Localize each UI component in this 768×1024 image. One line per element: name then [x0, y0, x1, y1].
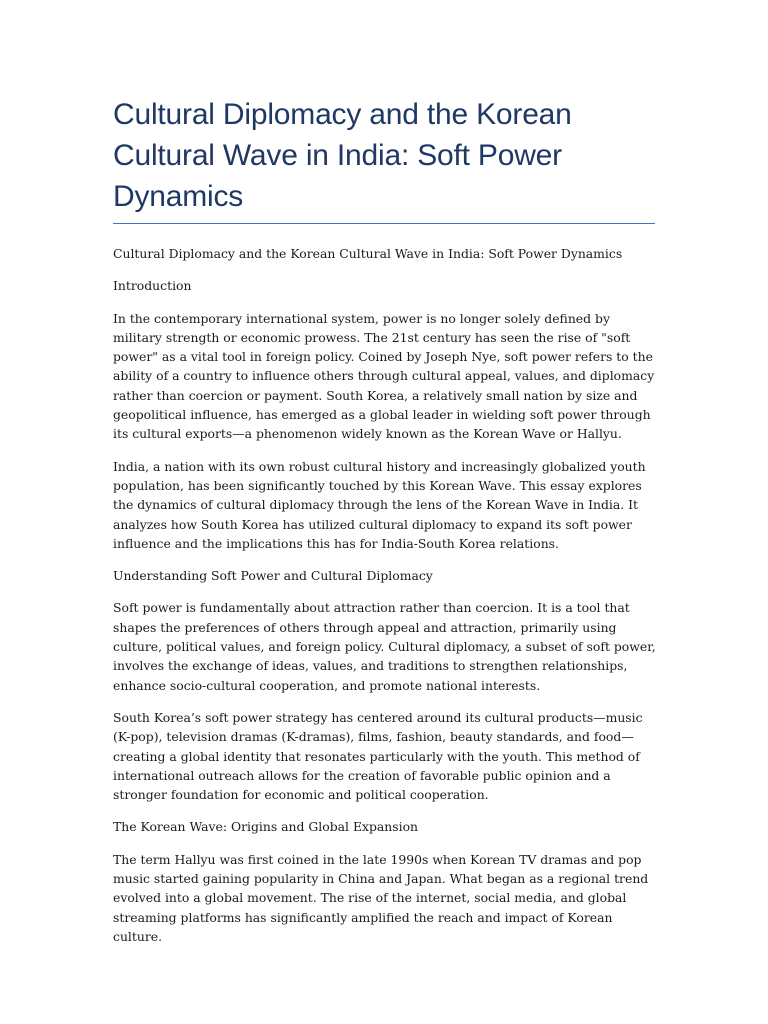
section-heading-korean-wave: The Korean Wave: Origins and Global Expansion — [113, 819, 419, 835]
section-heading-understanding: Understanding Soft Power and Cultural Diplomacy — [113, 568, 433, 584]
document-title: Cultural Diplomacy and the Korean Cultural Wave in India: Soft Power Dynamics — [113, 98, 572, 213]
paragraph-soft-power-definition: Soft power is fundamentally about attraction rather than coercion. It is a tool that shapes the preferences of others through appeal and attraction, primarily using culture, political values, and foreign policy. Cultural diplomacy, a subset of soft power, involves the exchange of ideas, values, and traditions to strengthen relationships, enhance socio-cultural cooperation, and promote national interests. — [113, 600, 656, 693]
document-subtitle: Cultural Diplomacy and the Korean Cultural Wave in India: Soft Power Dynamics — [113, 246, 623, 261]
paragraph-korea-strategy: South Korea’s soft power strategy has centered around its cultural products—music (K-pop), television dramas (K-dramas), films, fashion, beauty standards, and food—creating a global identity that resonates particularly with the youth. This method of international outreach allows for the creation of favorable public opinion and a stronger foundation for economic and political cooperation. — [113, 709, 643, 803]
paragraph-india-context: India, a nation with its own robust cultural history and increasingly globalized youth population, has been significantly touched by this Korean Wave. This essay explores the dynamics of cultural diplomacy through the lens of the Korean Wave in India. It analyzes how South Korea has utilized cultural diplomacy to expand its soft power influence and the implications this has for India-South Korea relations. — [113, 458, 646, 551]
title-divider — [113, 223, 655, 224]
paragraph-soft-power-intro: In the contemporary international system, power is no longer solely defined by military strength or economic prowess. The 21st century has seen the rise of "soft power" as a vital tool in foreign policy. Coined by Joseph Nye, soft power refers to the ability of a country to influence others through cultural appeal, values, and diplomacy rather than coercion or payment. South Korea, a relatively small nation by size and geopolitical influence, has emerged as a global leader in wielding soft power through its cultural exports—a phenomenon widely known as the Korean Wave or Hallyu. — [113, 310, 655, 442]
document-body — [113, 94, 658, 946]
paragraph-hallyu-origins: The term Hallyu was first coined in the late 1990s when Korean TV dramas and pop music started gaining popularity in China and Japan. What began as a regional trend evolved into a global movement. The rise of the internet, social media, and global streaming platforms has significantly amplified the reach and impact of Korean culture. — [113, 851, 649, 944]
section-heading-introduction: Introduction — [113, 278, 192, 294]
